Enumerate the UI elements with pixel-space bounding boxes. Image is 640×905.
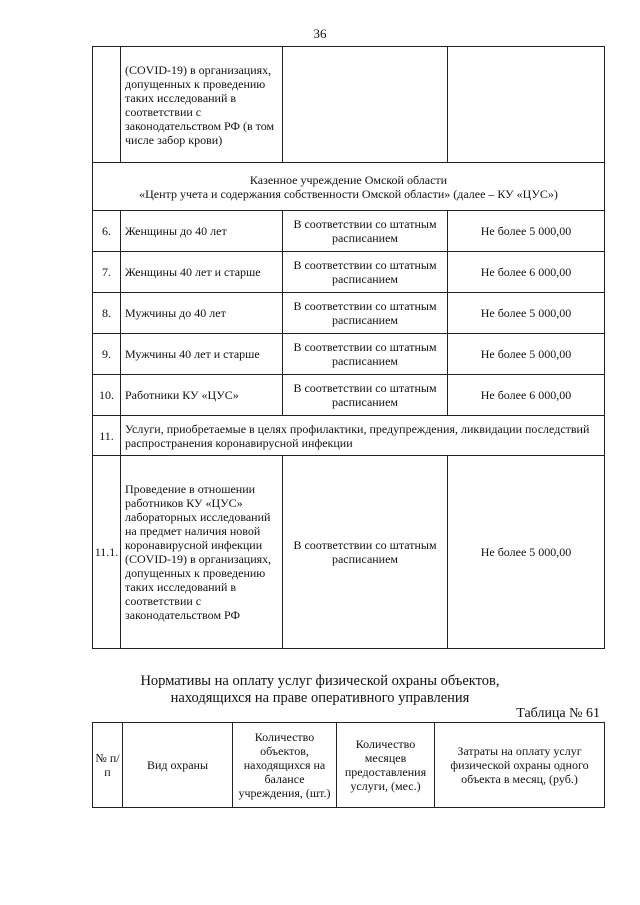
table-row (93, 252, 605, 293)
col-header-num: № п/п (93, 723, 123, 808)
row-cost (448, 47, 605, 163)
row-name: Мужчины 40 лет и старше (121, 334, 283, 375)
row-name: (COVID-19) в организациях, допущенных к проведению таких исследований в соответствии с законодательством РФ (в том числе забор крови) (121, 47, 283, 163)
row-quantity: В соответствии со штатным расписанием (283, 252, 448, 293)
table-row (93, 375, 605, 416)
table-row (93, 334, 605, 375)
row-quantity: В соответствии со штатным расписанием (283, 293, 448, 334)
table-row (93, 293, 605, 334)
col-header-type: Вид охраны (123, 723, 233, 808)
services-description: Услуги, приобретаемые в целях профилактики, предупреждения, ликвидации последствий распространения коронавирусной инфекции (121, 416, 605, 456)
col-header-cost: Затраты на оплату услуг физической охраны одного объекта в месяц, (руб.) (435, 723, 605, 808)
row-quantity: В соответствии со штатным расписанием (283, 456, 448, 649)
row-number: 9. (93, 334, 121, 375)
row-name: Женщины 40 лет и старше (121, 252, 283, 293)
row-name: Проведение в отношении работников КУ «ЦУС» лабораторных исследований на предмет наличия новой коронавирусной инфекции (COVID-19) в организациях, допущенных к проведению таких исследований в соответствии с законодательством РФ (121, 456, 283, 649)
page-number: 36 (313, 26, 327, 41)
row-number: 6. (93, 211, 121, 252)
norms-table (92, 46, 605, 649)
row-number: 10. (93, 375, 121, 416)
section-title-line-1: Нормативы на оплату услуг физической охраны объектов, (140, 673, 500, 689)
institution-header-row (93, 163, 605, 211)
row-number (93, 47, 121, 163)
row-cost: Не более 6 000,00 (448, 375, 605, 416)
row-quantity: В соответствии со штатным расписанием (283, 211, 448, 252)
col-header-objects: Количество объектов, находящихся на балансе учреждения, (шт.) (233, 723, 337, 808)
table-label: Таблица № 61 (516, 706, 600, 721)
row-number: 7. (93, 252, 121, 293)
row-name: Работники КУ «ЦУС» (121, 375, 283, 416)
row-cost: Не более 5 000,00 (448, 334, 605, 375)
row-cost: Не более 5 000,00 (448, 211, 605, 252)
row-cost: Не более 6 000,00 (448, 252, 605, 293)
header-row (93, 723, 605, 808)
row-number: 11.1. (93, 456, 121, 649)
row-cost: Не более 5 000,00 (448, 293, 605, 334)
table-row (93, 456, 605, 649)
table-row (93, 47, 605, 163)
table-row (93, 211, 605, 252)
institution-line-1: Казенное учреждение Омской области (249, 172, 448, 187)
institution-header (93, 163, 605, 211)
col-header-months: Количество месяцев предоставления услуги, (мес.) (337, 723, 435, 808)
row-quantity: В соответствии со штатным расписанием (283, 334, 448, 375)
security-norms-table-header (92, 722, 605, 808)
section-title-line-2: находящихся на праве оперативного управления (170, 690, 470, 706)
row-number: 11. (93, 416, 121, 456)
row-quantity (283, 47, 448, 163)
row-cost: Не более 5 000,00 (448, 456, 605, 649)
institution-line-2: «Центр учета и содержания собственности Омской области» (далее – КУ «ЦУС») (139, 186, 558, 201)
row-number: 8. (93, 293, 121, 334)
row-quantity: В соответствии со штатным расписанием (283, 375, 448, 416)
row-name: Мужчины до 40 лет (121, 293, 283, 334)
row-name: Женщины до 40 лет (121, 211, 283, 252)
services-row (93, 416, 605, 456)
